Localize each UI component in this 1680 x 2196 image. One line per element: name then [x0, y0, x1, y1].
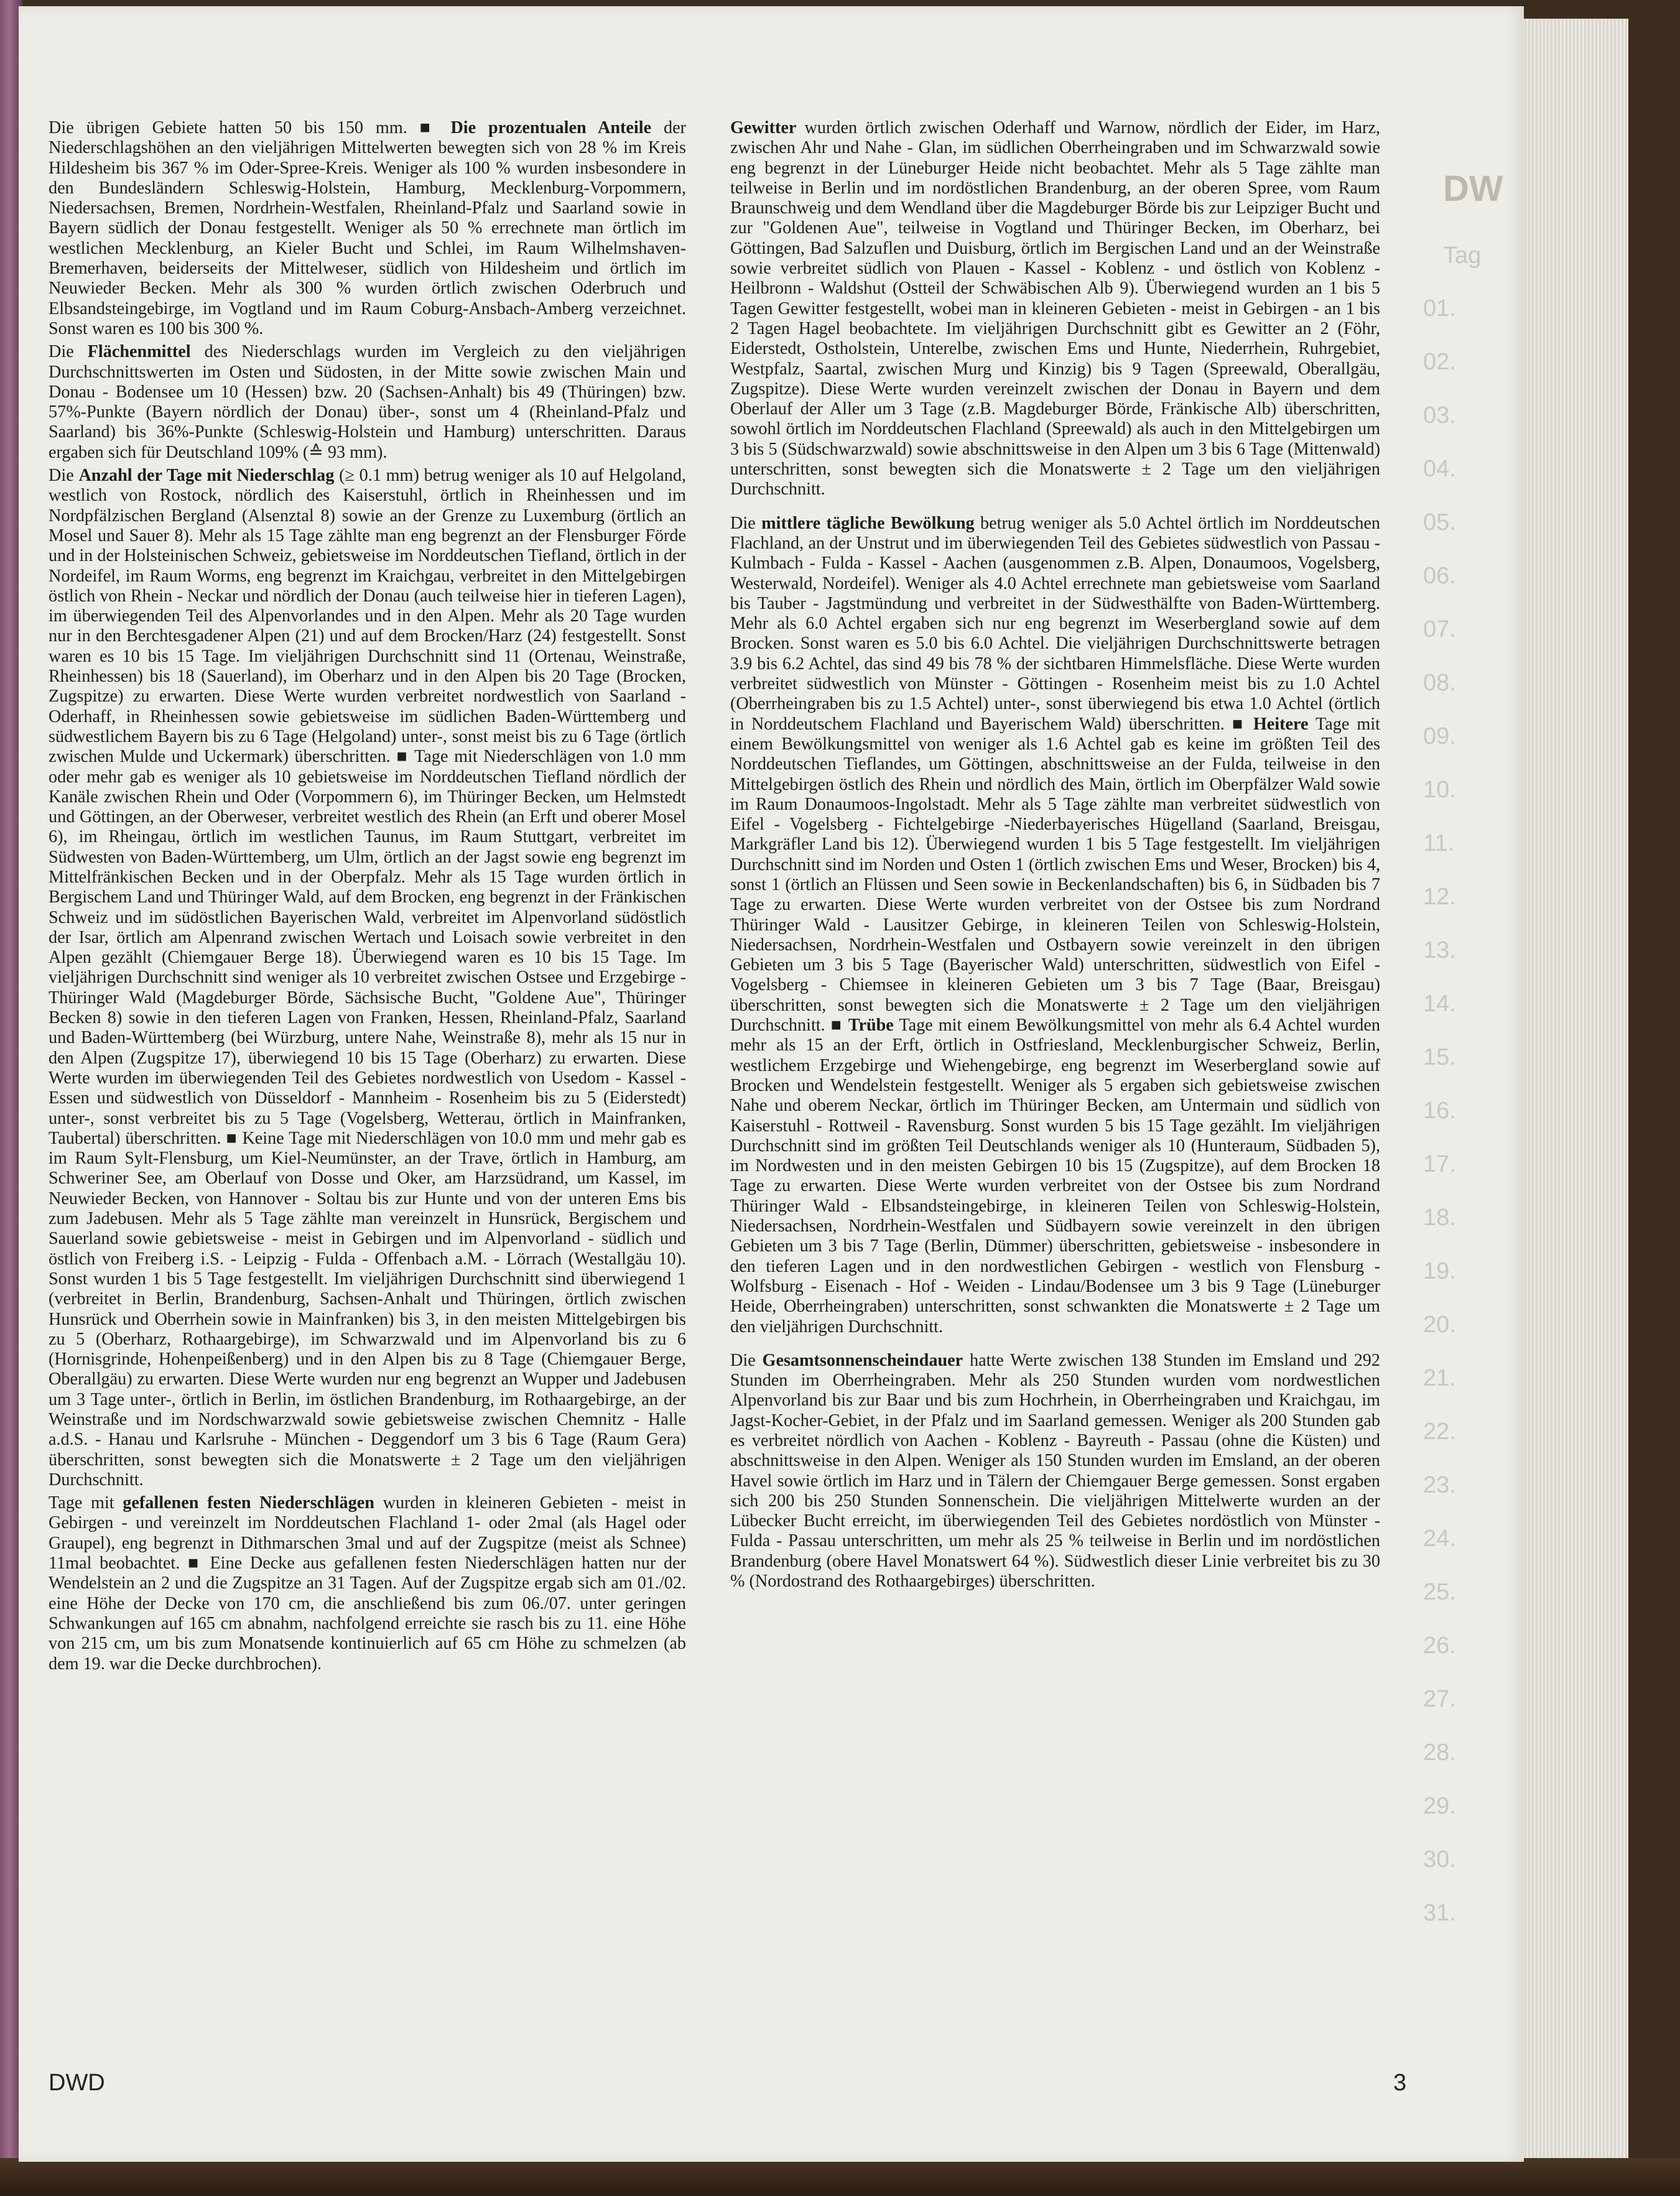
next-page-day-number: 27. — [1423, 1686, 1456, 1712]
next-page-day-number: 22. — [1423, 1419, 1456, 1445]
footer-publisher: DWD — [49, 2070, 105, 2096]
next-page-day-number: 06. — [1423, 563, 1456, 589]
book-cover-bottom — [0, 2158, 1680, 2196]
next-page-day-number: 04. — [1423, 456, 1456, 482]
paragraph-area-mean — [49, 342, 686, 463]
next-page-day-number: 07. — [1423, 616, 1456, 642]
next-page-day-number: 28. — [1423, 1740, 1456, 1766]
next-page-day-number: 30. — [1423, 1846, 1456, 1873]
next-page-header: Tag — [1443, 243, 1482, 269]
next-page-day-number: 26. — [1423, 1633, 1456, 1659]
next-page-day-number: 10. — [1423, 777, 1456, 803]
paragraph-cloudiness — [730, 514, 1380, 1337]
next-page-day-number: 18. — [1423, 1205, 1456, 1231]
paragraph-thunderstorms — [730, 118, 1380, 500]
next-page-day-number: 24. — [1423, 1526, 1456, 1552]
left-text-column — [49, 118, 686, 2040]
next-page-day-number: 02. — [1423, 349, 1456, 375]
text-span: Die Flächenmittel des Niederschlags wurden im Vergleich zu den vieljährigen Durchschnittswerten im Osten und Südosten, in der Mitte sowie zwischen Main und Donau - Bodensee um 10 (Hessen) bzw. 20 (Sachsen-Anhalt) bis 49 (Thüringen) bzw. 57%-Punkte (Bayern nördlich der Donau) über-, sonst um 4 (Rheinland-Pfalz und Saarland) bis 36%-Punkte (Schleswig-Holstein und Hamburg) unterschritten. Daraus ergaben sich für Deutschland 109% (≙ 93 mm). — [49, 342, 686, 462]
next-page-day-number: 21. — [1423, 1365, 1456, 1391]
paragraph-precipitation-percent — [49, 118, 686, 339]
next-page-day-number: 19. — [1423, 1258, 1456, 1284]
right-text-column — [730, 118, 1380, 2040]
next-page-day-number: 23. — [1423, 1472, 1456, 1498]
text-span: Tage mit gefallenen festen Niederschlägen wurden in kleineren Gebieten - meist in Gebirgen - und vereinzelt im Norddeutschen Flachland 1- oder 2mal (als Hagel oder Graupel), eng begrenzt in Dithmarschen 3mal und auf der Zugspitze (meist als Schnee) 11mal beobachtet. ■ Eine Decke aus gefallenen festen Niederschlägen hatten nur der Wendelstein an 2 und die Zugspitze an 31 Tagen. Auf der Zugspitze ergab sich am 01./02. eine Höhe der Decke von 170 cm, die anschließend bis zum 06./07. unter geringen Schwankungen auf 165 cm abnahm, nachfolgend erreichte sie rasch bis zu 11. eine Höhe von 215 cm, um bis zum Monatsende kontinuierlich auf 65 cm Höhe zu schmelzen (ab dem 19. war die Decke durchbrochen). — [49, 1493, 687, 1674]
next-page-day-number: 01. — [1423, 295, 1456, 322]
next-page-day-number: 20. — [1423, 1312, 1456, 1338]
paragraph-solid-precipitation — [49, 1493, 686, 1674]
next-page-peek — [1418, 131, 1617, 2059]
text-span: Die Anzahl der Tage mit Niederschlag (≥ 0.1 mm) betrug weniger als 10 auf Helgoland, westlich von Rostock, nördlich des Kaiserstuhl, örtlich in Rheinhessen und im Nordpfälzischen Bergland (Alsenztal 8) sowie an der Grenze zu Luxemburg (örtlich an Mosel und Sauer 8). Mehr als 15 Tage zählte man eng begrenzt an der Flensburger Förde und in der Holsteinischen Schweiz, gebietsweise im Norddeutschen Tiefland, örtlich in der Nordeifel, im Raum Worms, eng begrenzt im Kraichgau, verbreitet in den Mittelgebirgen östlich von Rhein - Neckar und nördlich der Donau (auch teilweise hier in tieferen Lagen), im überwiegenden Teil des Alpenvorlandes und in den Alpen. Mehr als 20 Tage wurden nur in den Berchtesgadener Alpen (21) und auf dem Brocken/Harz (24) festgestellt. Sonst waren es 10 bis 15 Tage. Im vieljährigen Durchschnitt sind 11 (Ortenau, Weinstraße, Rheinhessen) bis 18 (Sauerland), im Oberharz und in den Alpen bis 20 Tage (Brocken, Zugspitze) zu erwarten. Diese Werte wurden verbreitet nordwestlich von Saarland - Oderhaff, in Rheinhessen sowie gebietsweise im südlichen Baden-Württemberg und südwestlichem Bayern bis zu 6 Tage (Helgoland) unter-, sonst meist bis zu 6 Tage (örtlich zwischen Mulde und Uckermark) überschritten. ■ Tage mit Niederschlägen von 1.0 mm oder mehr gab es weniger als 10 gebietsweise im Norddeutschen Tiefland nördlich der Kanäle zwischen Rhein und Oder (Vorpommern 6), im Thüringer Becken, um Helmstedt und Göttingen, an der Oberweser, verbreitet westlich des Rhein (an Erft und oberer Mosel 6), im Rheingau, örtlich im westlichen Taunus, im Raum Stuttgart, verbreitet im Südwesten von Baden-Württemberg, um Ulm, örtlich an der Jagst sowie eng begrenzt im Mittelfränkischen Becken und in der Oberpfalz. Mehr als 15 Tage wurden örtlich in Bergischem Land und Thüringer Wald, auf dem Brocken, eng begrenzt in der Fränkischen Schweiz und im südöstlichen Bayerischen Wald, verbreitet im Alpenvorland südöstlich der Isar, örtlich am Alpenrand zwischen Wertach und Loisach sowie verbreitet in den Alpen gezählt (Chiemgauer Berge 18). Überwiegend waren es 10 bis 15 Tage. Im vieljährigen Durchschnitt sind weniger als 10 verbreitet zwischen Ostsee und Erzgebirge - Thüringer Wald (Magdeburger Börde, Sächsische Bucht, "Goldene Aue", Thüringer Becken 8) sowie in den tieferen Lagen von Franken, Hessen, Rheinland-Pfalz, Saarland und Baden-Württemberg (bei Würzburg, untere Nahe, Weinstraße 8), mehr als 15 nur in den Alpen (Zugspitze 17), überwiegend 10 bis 15 Tage (Oberharz) zu erwarten. Diese Werte wurden im überwiegenden Teil des Gebietes nordwestlich von Usedom - Kassel - Essen und südwestlich von Düsseldorf - Mannheim - Rosenheim bis zu 5 (Eiderstedt) unter-, sonst verbreitet bis zu 5 Tage (Vogelsberg, Wetterau, örtlich in Mainfranken, Taubertal) überschritten. ■ Keine Tage mit Niederschlägen von 10.0 mm und mehr gab es im Raum Sylt-Flensburg, um Kiel-Neumünster, an der Trave, örtlich in Hamburg, am Schweriner See, am Oberlauf von Dosse und Oker, am Harzsüdrand, um Kassel, im Neuwieder Becken, von Hannover - Soltau bis zur Hunte und von der unteren Ems bis zum Jadebusen. Mehr als 5 Tage zählte man vereinzelt in Hunsrück, Bergischem und Sauerland sowie gebietsweise - meist in Gebirgen und im Alpenvorland - südlich und östlich von Freiberg i.S. - Leipzig - Fulda - Offenbach a.M. - Lörrach (Westallgäu 10). Sonst wurden 1 bis 5 Tage festgestellt. Im vieljährigen Durchschnitt sind überwiegend 1 (verbreitet in Berlin, Brandenburg, Sachsen-Anhalt und Thüringen, örtlich zwischen Hunsrück und Oberrhein sowie in Mainfranken) bis 3, in den meisten Mittelgebirgen bis zu 5 (Oberharz, Rothaargebirge), im Schwarzwald und im Alpenvorland bis zu 6 (Hornisgrinde, Hohenpeißenberg) und in den Alpen bis zu 8 Tage (Chiemgauer Berge, Oberallgäu) zu erwarten. Diese Werte wurden nur eng begrenzt an Wupper und Jadebusen um 3 Tage unter-, örtlich in Berlin, im östlichen Brandenburg, im Rothaargebirge, an der Weinstraße und im Nordschwarzwald sowie gebietsweise zwischen Chemnitz - Halle a.d.S. - Hanau und Karlsruhe - München - Deggendorf um 3 bis 6 Tage (Raum Gera) überschritten, sonst bewegten sich die Monatswerte ± 2 Tage um den vieljährigen Durchschnitt. — [49, 466, 686, 1489]
text-span: Die mittlere tägliche Bewölkung betrug weniger als 5.0 Achtel örtlich im Norddeutschen Flachland, an der Unstrut und im überwiegenden Teil des Gebietes südwestlich von Passau - Kulmbach - Fulda - Kassel - Aachen (ausgenommen z.B. Alpen, Donaumoos, Vogelsberg, Westerwald, Nordeifel). Weniger als 4.0 Achtel errechnete man gebietsweise vom Saarland bis Tauber - Jagstmündung und verbreitet in der Südwesthälfte von Baden-Württemberg. Mehr als 6.0 Achtel ergaben sich nur eng begrenzt im Weserbergland sowie auf dem Brocken. Sonst waren es 5.0 bis 6.0 Achtel. Die vieljährigen Durchschnittswerte betragen 3.9 bis 6.2 Achtel, das sind 49 bis 78 % der sichtbaren Himmelsfläche. Diese Werte wurden verbreitet südwestlich von Münster - Göttingen - Rosenheim meist bis zu 1.0 Achtel (Oberrheingraben bis zu 1.5 Achtel) unter-, sonst überwiegend bis etwa 1.0 Achtel (örtlich in Norddeutschem Flachland und Bayerischem Wald) überschritten. ■ Heitere Tage mit einem Bewölkungsmittel von weniger als 1.6 Achtel gab es keine im größten Teil des Norddeutschen Tieflandes, um Göttingen, abschnittsweise an der Fulda, teilweise in den Mittelgebirgen östlich des Rhein und nördlich des Main, örtlich im Oberpfälzer Wald sowie im Raum Donaumoos-Ingolstadt. Mehr als 5 Tage zählte man verbreitet südwestlich von Eifel - Vogelsberg - Fichtelgebirge -Niederbayerisches Hügelland (Saarland, Breisgau, Markgräfler Land bis 12). Überwiegend wurden 1 bis 5 Tage festgestellt. Im vieljährigen Durchschnitt sind im Norden und Osten 1 (örtlich zwischen Ems und Weser, Brocken) bis 4, sonst 1 (örtlich an Flüssen und Seen sowie in Beckenlandschaften) bis 6, in Südbaden bis 7 Tage zu erwarten. Diese Werte wurden verbreitet von der Ostsee bis zum Nordrand Thüringer Wald - Lausitzer Gebirge, in kleineren Teilen von Schleswig-Holstein, Niedersachsen, Nordrhein-Westfalen und Ostbayern sowie vereinzelt in den übrigen Gebieten um 3 bis 5 Tage (Bayerischer Wald) unterschritten, südwestlich von Eifel - Vogelsberg - Chiemsee in kleineren Gebieten um 3 bis 7 Tage (Baar, Breisgau) überschritten, sonst bewegten sich die Monatswerte ± 2 Tage um den vieljährigen Durchschnitt. ■ Trübe Tage mit einem Bewölkungsmittel von mehr als 6.4 Achtel wurden mehr als 15 an der Erft, örtlich in Ostfriesland, Mecklenburgischer Schweiz, Berlin, westlichem Erzgebirge und Wiehengebirge, eng begrenzt im Weserbergland sowie auf Brocken und Wendelstein festgestellt. Weniger als 5 ergaben sich gebietsweise zwischen Nahe und oberem Neckar, örtlich im Thüringer Becken, am Untermain und südlich von Kaiserstuhl - Rottweil - Ravensburg. Sonst wurden 5 bis 15 Tage gezählt. Im vieljährigen Durchschnitt sind im größten Teil Deutschlands weniger als 10 (Hunteraum, Südbaden 5), im Nordwesten und in den meisten Gebirgen 10 bis 15 (Zugspitze), auf dem Brocken 18 Tage zu erwarten. Diese Werte wurden verbreitet von der Ostsee bis zum Nordrand Thüringer Wald - Elbsandsteingebirge, in kleineren Teilen von Schleswig-Holstein, Niedersachsen, Nordrhein-Westfalen und Südbayern sowie vereinzelt in den übrigen Gebieten um 3 bis 7 Tage (Berlin, Dümmer) überschritten, gebietsweise - insbesondere in den tieferen Lagen und in den nordwestlichen Gebirgen - westlich von Flensburg - Wolfsburg - Eisenach - Hof - Weiden - Lindau/Bodensee um 3 bis 9 Tage (Lüneburger Heide, Oberrheingraben) unterschritten, sonst schwankten die Monatswerte ± 2 Tage um den vieljährigen Durchschnitt. — [730, 513, 1381, 1337]
next-page-day-number: 03. — [1423, 402, 1456, 429]
next-page-day-number: 11. — [1423, 830, 1455, 856]
text-span: Gewitter wurden örtlich zwischen Oderhaff und Warnow, nördlich der Eider, im Harz, zwischen Ahr und Nahe - Glan, im südlichen Oberrheingraben und im Schwarzwald sowie eng begrenzt in der Lüneburger Heide nicht beobachtet. Mehr als 5 Tage zählte man teilweise in Berlin und im nordöstlichen Brandenburg, an der oberen Spree, vom Raum Braunschweig und dem Wendland über die Magdeburger Börde bis zur Leipziger Bucht und zur "Goldenen Aue", teilweise in Vogtland und Thüringer Becken, im Oberharz, bei Göttingen, Bad Salzuflen und Duisburg, örtlich im Bergischen Land und an der Weinstraße sowie verbreitet südlich von Plauen - Kassel - Koblenz - und östlich von Koblenz - Heilbronn - Waldshut (Ostteil der Schwäbischen Alb 9). Überwiegend wurden an 1 bis 5 Tagen Gewitter festgestellt, wobei man in kleineren Gebieten - meist in Gebirgen - an 1 bis 2 Tagen Hagel beobachtete. Im vieljährigen Durchschnitt gibt es Gewitter an 2 (Föhr, Eiderstedt, Ostholstein, Unterelbe, zwischen Ems und Hunte, Niederrhein, Ruhrgebiet, Westpfalz, Saartal, zwischen Murg und Kinzig) bis 9 Tagen (Spreewald, Oberallgäu, Zugspitze). Diese Werte wurden vereinzelt zwischen der Donau in Bayern und dem Oberlauf der Aller um 3 Tage (z.B. Magdeburger Börde, Fränkische Alb) überschritten, sowohl örtlich im Norddeutschen Flachland (Spreewald) als auch in den Mittelgebirgen um 3 bis 5 (Südschwarzwald) sowie abschnittsweise in den Alpen um 3 bis 6 Tage (Mittenwald) unterschritten, sonst bewegten sich die Monatswerte ± 2 Tage um den vieljährigen Durchschnitt. — [730, 118, 1380, 499]
next-page-title: DW — [1443, 169, 1503, 209]
page-number: 3 — [1393, 2070, 1407, 2096]
next-page-day-number: 13. — [1423, 937, 1456, 963]
next-page-day-number: 05. — [1423, 509, 1456, 535]
text-span: Die übrigen Gebiete hatten 50 bis 150 mm. ■ Die prozentualen Anteile der Niederschlagshöhen an den vieljährigen Mittelwerten bewegten sich von 28 % im Kreis Hildesheim bis 367 % im Oder-Spree-Kreis. Weniger als 100 % wurden insbesondere in den Bundesländern Schleswig-Holstein, Hamburg, Mecklenburg-Vorpommern, Niedersachsen, Bremen, Nordrhein-Westfalen, Rheinland-Pfalz und Saarland sowie in Bayern südlich der Donau festgestellt. Weniger als 50 % errechnete man örtlich im westlichen Mecklenburg, an Kieler Bucht und Schlei, im Raum Wilhelmshaven-Bremerhaven, beiderseits der Mittelweser, südlich von Hildesheim und örtlich im Neuwieder Becken. Mehr als 300 % wurden örtlich zwischen Oderbruch und Elbsandsteingebirge, im Vogtland und im Raum Coburg-Ansbach-Amberg verzeichnet. Sonst waren es 100 bis 300 %. — [49, 118, 686, 338]
next-page-day-number: 31. — [1423, 1900, 1456, 1926]
next-page-day-number: 29. — [1423, 1793, 1456, 1819]
next-page-day-number: 14. — [1423, 991, 1456, 1017]
next-page-day-number: 09. — [1423, 723, 1456, 749]
next-page-day-number: 25. — [1423, 1579, 1456, 1605]
next-page-day-number: 17. — [1423, 1151, 1456, 1177]
text-span: Die Gesamtsonnenscheindauer hatte Werte zwischen 138 Stunden im Emsland und 292 Stunden im Oberrheingraben. Mehr als 250 Stunden wurden vom nordwestlichen Alpenvorland bis zur Baar und bis zum Hochrhein, in Oberrheingraben und Kraichgau, im Jagst-Kocher-Gebiet, in der Pfalz und im Saarland gemessen. Weniger als 200 Stunden gab es verbreitet nördlich von Aachen - Koblenz - Bayreuth - Passau (ohne die Küsten) und abschnittsweise in den Alpen. Weniger als 150 Stunden wurden im Emsland, an der oberen Havel sowie örtlich im Harz und in Tälern der Chiemgauer Berge gemessen. Sonst ergaben sich 200 bis 250 Stunden Sonnenschein. Die vieljährigen Mittelwerte wurden an der Lübecker Bucht erreicht, im überwiegenden Teil des Gebietes nordöstlich von Münster - Fulda - Passau unterschritten, um mehr als 25 % teilweise in Berlin und im nordöstlichen Brandenburg (obere Havel Monatswert 64 %). Südwestlich dieser Linie verbreitet bis zu 30 % (Nordostrand des Rothaargebirges) überschritten. — [730, 1350, 1380, 1591]
next-page-day-number: 16. — [1423, 1098, 1456, 1124]
next-page-day-number: 12. — [1423, 884, 1456, 910]
next-page-day-number: 15. — [1423, 1044, 1456, 1070]
next-page-day-number: 08. — [1423, 670, 1456, 696]
paragraph-precipitation-days — [49, 466, 686, 1490]
paragraph-sunshine — [730, 1351, 1380, 1592]
